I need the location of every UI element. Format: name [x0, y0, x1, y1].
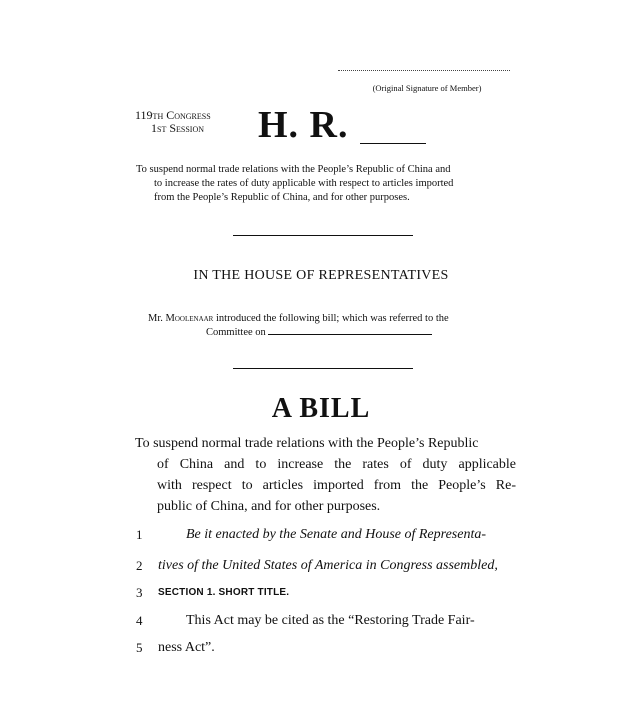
- introduction-statement: [148, 312, 504, 340]
- signature-line: [338, 70, 510, 71]
- divider-rule: [233, 368, 413, 369]
- short-purpose-line-2: to increase the rates of duty applicable with respect to articles imported: [154, 178, 454, 189]
- line-number: 2: [136, 558, 143, 573]
- enacting-clause-part-2: tives of the United States of America in Congress assembled,: [158, 558, 498, 573]
- long-purpose: [135, 433, 516, 517]
- bill-heading: A BILL: [271, 393, 371, 424]
- bill-line: [0, 585, 642, 605]
- short-purpose-line-1: To suspend normal trade relations with the People’s Republic of China and: [136, 164, 451, 175]
- congress-number: 119th Congress: [135, 108, 211, 122]
- long-purpose-line-3: with respect to articles imported from the People’s Re-: [157, 478, 516, 493]
- congress-session-block: [135, 109, 211, 135]
- long-purpose-line-2: of China and to increase the rates of duty applicable: [157, 457, 516, 472]
- introduction-text: introduced the following bill; which was referred to the: [213, 313, 449, 324]
- long-purpose-line-4: public of China, and for other purposes.: [157, 499, 381, 514]
- committee-blank: [268, 326, 432, 335]
- introduction-line-1: [148, 312, 504, 326]
- line-number: 5: [136, 640, 143, 655]
- bill-line: [0, 613, 642, 633]
- bill-number-blank: [360, 143, 426, 144]
- short-title-text-part-2: ness Act”.: [158, 640, 215, 655]
- enacting-clause-part-1: Be it enacted by the Senate and House of Representa-: [186, 527, 486, 542]
- line-number: 1: [136, 527, 143, 542]
- introduction-line-2: [148, 326, 504, 340]
- bill-line: [0, 640, 642, 660]
- section-title: SECTION 1. SHORT TITLE.: [158, 587, 290, 598]
- short-purpose-text: [136, 163, 520, 205]
- short-title-text-part-1: This Act may be cited as the “Restoring Trade Fair-: [186, 613, 475, 628]
- short-purpose: [136, 163, 520, 205]
- bill-number-label: H. R.: [258, 104, 349, 146]
- divider-rule: [233, 235, 413, 236]
- chamber-heading: IN THE HOUSE OF REPRESENTATIVES: [193, 268, 449, 283]
- sponsor-name: Moolenaar: [165, 313, 214, 324]
- session-number: 1st Session: [151, 121, 205, 135]
- committee-label: Committee on: [206, 327, 266, 338]
- bill-line: [0, 527, 642, 547]
- line-number: 3: [136, 585, 143, 600]
- sponsor-prefix: Mr.: [148, 313, 166, 324]
- line-number: 4: [136, 613, 143, 628]
- long-purpose-line-1: To suspend normal trade relations with the People’s Republic: [135, 436, 479, 451]
- bill-line: [0, 558, 642, 578]
- signature-caption: (Original Signature of Member): [372, 83, 482, 93]
- short-purpose-line-3: from the People’s Republic of China, and for other purposes.: [154, 192, 410, 203]
